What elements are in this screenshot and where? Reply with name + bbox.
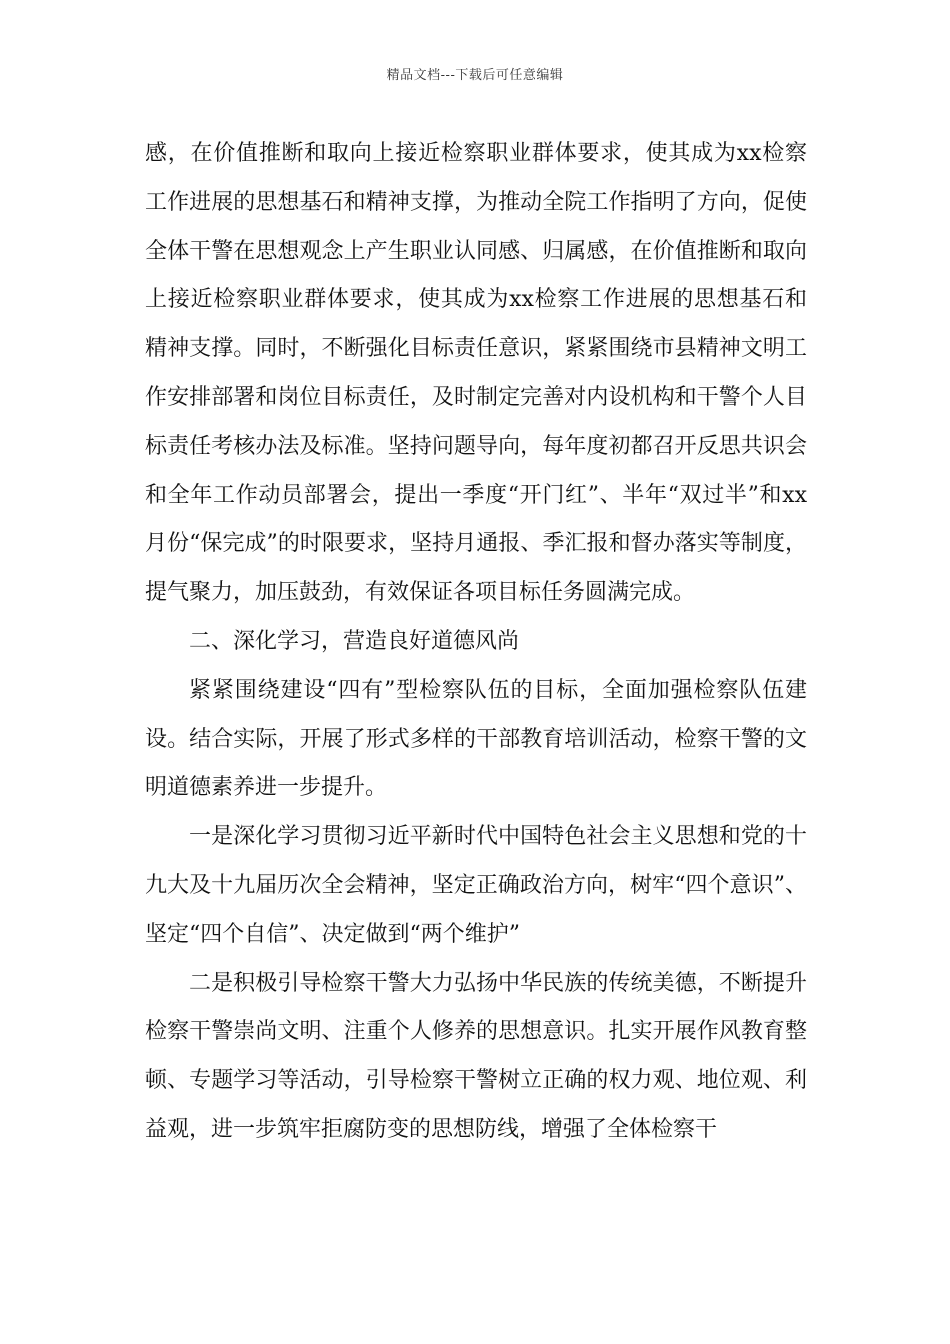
section-heading: 二、深化学习，营造良好道德风尚 <box>189 628 520 654</box>
paragraph: 二是积极引导检察干警大力弘扬中华民族的传统美德，不断提升检察干警崇尚文明、注重个人修养的思想意识。扎实开展作风教育整顿、专题学习等活动，引导检察干警树立正确的权力观、地位观、利益观，进一步筑牢拒腐防变的思想防线，增强了全体检察干 <box>145 970 807 1142</box>
paragraph-continued: 感，在价值推断和取向上接近检察职业群体要求，使其成为xx检察工作进展的思想基石和精神支撑，为推动全院工作指明了方向，促使全体干警在思想观念上产生职业认同感、归属感，在价值推断和取向上接近检察职业群体要求，使其成为xx检察工作进展的思想基石和精神支撑。同时，不断强化目标责任意识，紧紧围绕市县精神文明工作安排部署和岗位目标责任，及时制定完善对内设机构和干警个人目标责任考核办法及标准。坚持问题导向，每年度初都召开反思共识会和全年工作动员部署会，提出一季度“开门红”、半年“双过半”和xx月份“保完成”的时限要求，坚持月通报、季汇报和督办落实等制度，提气聚力，加压鼓劲，有效保证各项目标任务圆满完成。 <box>145 141 807 606</box>
paragraph: 一是深化学习贯彻习近平新时代中国特色社会主义思想和党的十九大及十九届历次全会精神，坚定正确政治方向，树牢“四个意识”、坚定“四个自信”、决定做到“两个维护” <box>145 824 807 947</box>
page-header: 精品文档---下载后可任意编辑 <box>386 68 564 83</box>
document-body <box>145 130 807 1155</box>
paragraph: 紧紧围绕建设“四有”型检察队伍的目标，全面加强检察队伍建设。结合实际，开展了形式多样的干部教育培训活动，检察干警的文明道德素养进一步提升。 <box>145 677 807 801</box>
